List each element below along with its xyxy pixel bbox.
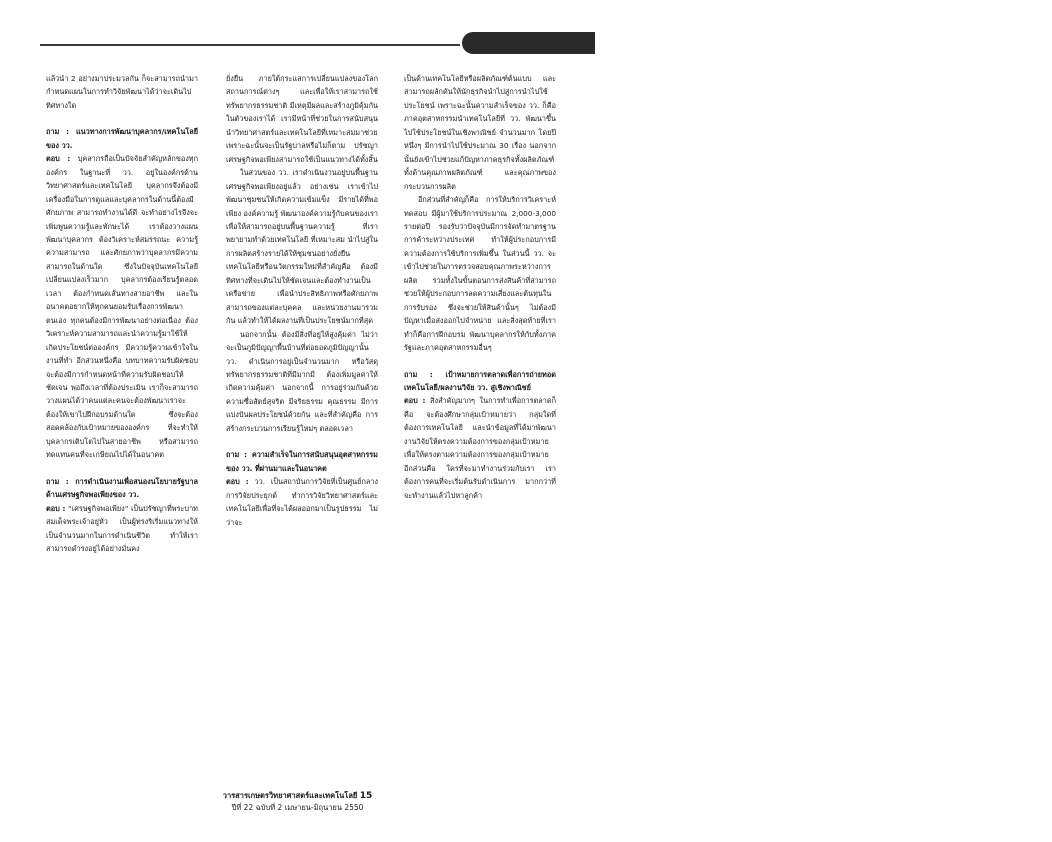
paragraph: แล้วนำ 2 อย่างมาประมวลกัน ก็จะสามารถนำมากำหนดแผนในการทำวิจัยพัฒนาได้ว่าจะเดินไปทิศทางใด [46, 74, 198, 110]
section-header [0, 30, 1019, 52]
issue-info: ปีที่ 22 ฉบับที่ 2 เมษายน-มิถุนายน 2550 [231, 803, 364, 812]
paragraph: อีกส่วนที่สำคัญก็คือ การให้บริการวิเคราะห์ทดสอบ มีผู้มาใช้บริการประมาณ 2,000-3,000 รายต่อปี รองรับว่าปัจจุบันมีการจัดทำมาตรฐานการค้าระหว่างประเทศ ทำให้ผู้ประกอบการมีความต้องการใช้บริการเพิ่มขึ้น ในส่วนนี้ วว. จะเข้าไปช่วยในการตรวจสอบคุณภาพระหว่างการผลิต รวมทั้งในขั้นตอนการส่งสินค้าที่สามารถช่วยให้ผู้ประกอบการลดความเสี่ยงและต้นทุนในการรับรอง ซึ่งจะช่วยให้สินค้านั้นๆ ไม่ต้องมีปัญหาเมื่อส่งออกไปจำหน่าย และสิ่งสุดท้ายที่เราทำก็คือการฝึกอบรม พัฒนาบุคลากรให้กับทั้งภาครัฐและภาคอุตสาหกรรมอื่นๆ [404, 195, 556, 353]
question-heading: ถาม : แนวทางการพัฒนาบุคลากร/เทคโนโลยีของ วว. [46, 127, 198, 150]
header-rule [40, 44, 460, 46]
answer-text: “เศรษฐกิจพอเพียง” เป็นปรัชญาที่พระบาทสมเด็จพระเจ้าอยู่หัว เป็นผู้ทรงริเริ่มแนวทางให้เป็นจำนวนมากในการดำเนินชีวิต ทำให้เราสามารถดำรงอยู่ได้อย่างมั่นคง [46, 503, 198, 553]
answer-label: ตอบ : [226, 477, 249, 487]
column-2 [226, 72, 378, 529]
paragraph: นอกจากนั้น ต้องมีสิ่งที่อยู่ให้สูงคุ้มค่า ไม่ว่าจะเป็นภูมิปัญญาพื้นบ้านที่ต่อยอดภูมิปัญญานั้น วว. ดำเนินการอยู่เป็นจำนวนมาก หรือวัสดุ ทรัพยากรธรรมชาติที่มีมากมี ต้องเพิ่มมูลค่าให้เกิดความคุ้มค่า นอกจากนี้ การอยู่ร่วมกันด้วยความซื่อสัตย์สุจริต มีจริยธรรม คุณธรรม มีการแบ่งปันผลประโยชน์ด้วยกัน และที่สำคัญคือ การสร้างกระบวนการเรียนรู้ใหม่ๆ ตลอดเวลา [226, 329, 378, 433]
answer-text: วว. เป็นสถาบันการวิจัยที่เป็นศูนย์กลางการวิจัยประยุกต์ ทำการวิจัยวิทยาศาสตร์และเทคโนโลยีเพื่อที่จะได้ผลออกมาเป็นรูปธรรม ไม่ว่าจะ [226, 477, 378, 527]
column-1 [46, 72, 198, 555]
answer-label: ตอบ : [46, 154, 71, 164]
paragraph: เป็นด้านเทคโนโลยีหรือผลิตภัณฑ์ต้นแบบ และสามารถผลักดันให้นักธุรกิจนำไปสู่การนำไปใช้ประโยชน์ เพราะฉะนั้นความสำเร็จของ วว. ก็คือ ภาคอุตสาหกรรมนำเทคโนโลยีที่ วว. พัฒนาขึ้นไปใช้ประโยชน์ในเชิงพาณิชย์ จำนวนมาก โดยปีหนึ่งๆ มีการนำไปใช้ประมาณ 30 เรื่อง นอกจากนั้นยังเข้าไปช่วยแก้ปัญหาภาคธุรกิจทั้งผลิตภัณฑ์ ทั้งด้านคุณภาพผลิตภัณฑ์ และคุณภาพของกระบวนการผลิต [404, 74, 556, 191]
answer-label: ตอบ : [46, 503, 66, 513]
question-heading: ถาม : การดำเนินงานเพื่อสนองนโยบายรัฐบาลด้านเศรษฐกิจพอเพียงของ วว. [46, 476, 198, 500]
page-footer [0, 790, 595, 813]
answer-text: สิ่งสำคัญมากๆ ในการทำเพื่อการตลาดก็คือ จะต้องศึกษากลุ่มเป้าหมายว่า กลุ่มใดที่ต้องการเทคโนโลยี และนำข้อมูลที่ได้มาพัฒนางานวิจัยให้ตรงความต้องการของกลุ่มเป้าหมาย เพื่อให้ตรงตามความต้องการของกลุ่มเป้าหมาย อีกส่วนคือ ใครที่จะมาทำงานร่วมกับเรา เราต้องการคนที่จะเริ่มต้นรับดำเนินการ มากกว่าที่จะทำงานแล้วไปหาลูกค้า [404, 396, 557, 500]
answer-paragraph [46, 152, 198, 461]
answer-label: ตอบ : [404, 396, 426, 406]
page-number: 15 [359, 791, 373, 801]
answer-text: บุคลากรถือเป็นปัจจัยสำคัญหลักของทุกองค์กร ในฐานะที่ วว. อยู่ในองค์กรด้านวิทยาศาสตร์และเทคโนโลยี บุคลากรจึงต้องมีเครื่องมือในการดูแลและบุคลากรในด้านนี้ต้องมีศักยภาพ สามารถทำงานได้ดี จะทำอย่างไรจึงจะเพิ่มพูนความรู้และทักษะได้ เราต้องวางแผนพัฒนาบุคลากร ต้องวิเคราะห์สมรรถนะ ความรู้ความสามารถ และศักยภาพว่าบุคลากรมีความสามารถในด้านใด ซึ่งในปัจจุบันเทคโนโลยีเปลี่ยนแปลงเร็วมาก บุคลากรต้องเรียนรู้ตลอดเวลา ต้องกำหนดเส้นทางสายอาชีพ และในอนาคตอยากให้ทุกคนยอมรับเรื่องการพัฒนาตนเอง ทุกคนต้องมีการพัฒนาอย่างต่อเนื่อง ต้องวิเคราะห์ความสามารถและนำความรู้มาใช้ให้เกิดประโยชน์ต่อองค์กร มีความรู้ความเข้าใจในงานที่ทำ อีกส่วนหนึ่งคือ บทบาทความรับผิดชอบ จะต้องมีการกำหนดหน้าที่ความรับผิดชอบให้ชัดเจน พอถึงเวลาที่ต้องประเมิน เราก็จะสามารถวางแผนได้ว่าคนแต่ละคนจะต้องพัฒนาเราจะต้องให้เขาไปฝึกอบรมด้านใด ซึ่งจะต้องสอดคล้องกับเป้าหมายขององค์กร ที่จะทำให้บุคลากรเติบโตไปในสายอาชีพ หรือสามารถทดแทนคนที่จะเกษียณไปได้ในอนาคต [46, 154, 198, 460]
answer-paragraph [404, 394, 556, 502]
answer-paragraph [46, 502, 198, 556]
column-3 [404, 72, 556, 502]
paragraph: ในส่วนของ วว. เราดำเนินงานอยู่บนพื้นฐานเศรษฐกิจพอเพียงอยู่แล้ว อย่างเช่น เราเข้าไปพัฒนาชุมชนให้เกิดความเข้มแข็ง มีรายได้ที่พอเพียง องค์ความรู้ พัฒนาองค์ความรู้กับคนของเรา เพื่อให้สามารถอยู่บนพื้นฐานความรู้ ที่เราพยายามทำด้วยเทคโนโลยี ที่เหมาะสม นำไปสู่ในการผลิตสร้างรายได้ให้ชุมชนอย่างยั่งยืน เทคโนโลยีหรือนวัตกรรมใหม่ที่สำคัญคือ ต้องมีทิศทางที่จะเดินไปให้ชัดเจนและต้องทำงานเป็นเครือข่าย เพื่อนำประสิทธิภาพหรือศักยภาพสามารถของแต่ละบุคคล และหน่วยงานมารวมกัน แล้วทำให้ได้ผลงานที่เป็นประโยชน์มากที่สุด [226, 168, 378, 326]
magazine-name: วารสารเกษตรวิทยาศาสตร์และเทคโนโลยี [222, 791, 358, 800]
ring-icon [1022, 30, 1052, 60]
section-title: คุยเฟื่องเรื่องวิทย์ [932, 37, 1019, 51]
paragraph: ยั่งยืน ภายใต้กระแสการเปลี่ยนแปลงของโลกสถานการณ์ต่างๆ และเพื่อให้เราสามารถใช้ทรัพยากรธรรมชาติ มีเหตุมีผลและสร้างภูมิคุ้มกันในตัวของเราได้ เรามีหน้าที่ช่วยในการสนับสนุน นำวิทยาศาสตร์และเทคโนโลยีที่เหมาะสมมาช่วย เพราะฉะนั้นจะเป็นรัฐบาลหรือไม่ก็ตาม ปรัชญาเศรษฐกิจพอเพียงสามารถใช้เป็นแนวทางได้ทั้งสิ้น [226, 74, 378, 164]
header-tab [462, 32, 1019, 54]
question-heading: ถาม : ความสำเร็จในการสนับสนุนอุตสาหกรรมของ วว. ที่ผ่านมาและในอนาคต [226, 450, 378, 473]
question-heading: ถาม : เป้าหมายการตลาดเพื่อการถ่ายทอดเทคโนโลยี/ผลงานวิจัย วว. สู่เชิงพาณิชย์ [404, 369, 556, 392]
footer-line-1 [0, 790, 595, 802]
answer-paragraph [226, 475, 378, 529]
